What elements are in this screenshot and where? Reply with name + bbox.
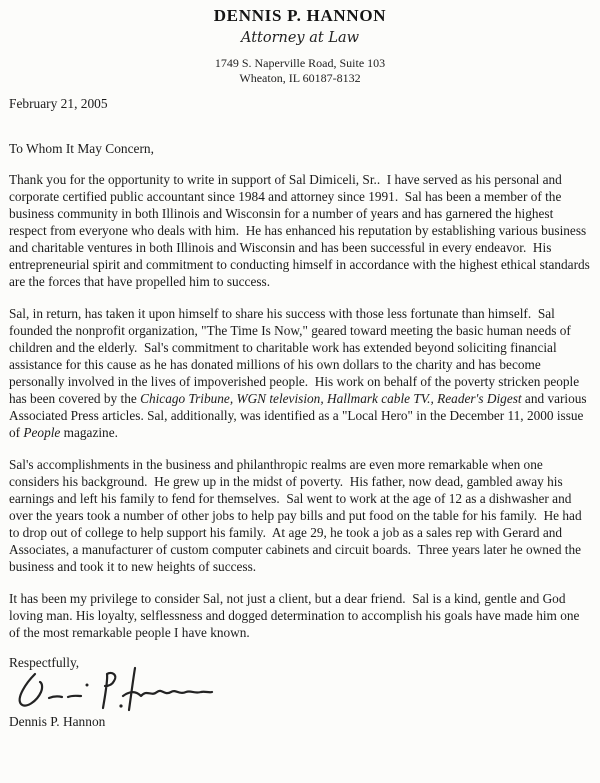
paragraph: Thank you for the opportunity to write in support of Sal Dimiceli, Sr.. I have served as his personal and corporate certified public accountant since 1984 and attorney since 1991. Sal has been a member of the business community in both Illinois and Wisconsin for a number of years and has garnered the highest respect from everyone who deals with him. He has enhanced his reputation by establishing various business and charitable ventures in both Illinois and Wisconsin and has been successful in every endeavor. His entrepreneurial spirit and commitment to conducting himself in accordance with the highest ethical standards are the forces that have propelled him to success. xyxy=(9,172,594,289)
letterhead-address-line2: Wheaton, IL 60187-8132 xyxy=(239,71,361,85)
letterhead-name: DENNIS P. HANNON xyxy=(213,6,387,25)
signature-typed-name: Dennis P. Hannon xyxy=(9,714,106,729)
paragraph: Sal's accomplishments in the business and philanthropic realms are even more remarkable when one considers his background. He grew up in the midst of poverty. His father, now dead, gambled away his earnings and left his family to fend for themselves. Sal went to work at the age of 12 as a dishwasher and over the years took a number of other jobs to help pay bills and put food on the table for his family. He had to drop out of college to help support his family. At age 29, he took a job as a sales rep with Gerard and Associates, a manufacturer of custom computer cabinets and circuit boards. Three years later he owned the business and took it to new heights of success. xyxy=(9,457,585,574)
letterhead xyxy=(9,6,591,86)
paragraph: Sal, in return, has taken it upon himself to share his success with those less fortunate than himself. Sal founded the nonprofit organization, "The Time Is Now," geared toward meeting the basic human needs of children and the elderly. Sal's commitment to charitable work has extended beyond soliciting financial assistance for this cause as he has donated millions of his own dollars to the charity and has become personally involved in the lives of impoverished people. His work on behalf of the poverty stricken people has been covered by the Chicago Tribune, WGN television, Hallmark cable TV., Reader's Digest and various Associated Press articles. Sal, additionally, was identified as a "Local Hero" in the December 11, 2000 issue of People magazine. xyxy=(9,306,590,440)
salutation: To Whom It May Concern, xyxy=(9,141,154,156)
letterhead-title: Attorney at Law xyxy=(240,30,360,46)
handwritten-signature-image xyxy=(13,666,218,716)
letter-body xyxy=(9,171,594,641)
paragraph: It has been my privilege to consider Sal, not just a client, but a dear friend. Sal is a kind, gentle and God loving man. His loyalty, selflessness and dogged determination to accomplish his goals have made him one of the most remarkable people I have known. xyxy=(9,591,583,640)
closing: Respectfully, xyxy=(9,655,80,670)
letterhead-address-line1: 1749 S. Naperville Road, Suite 103 xyxy=(214,56,386,70)
letter-date: February 21, 2005 xyxy=(9,96,108,111)
